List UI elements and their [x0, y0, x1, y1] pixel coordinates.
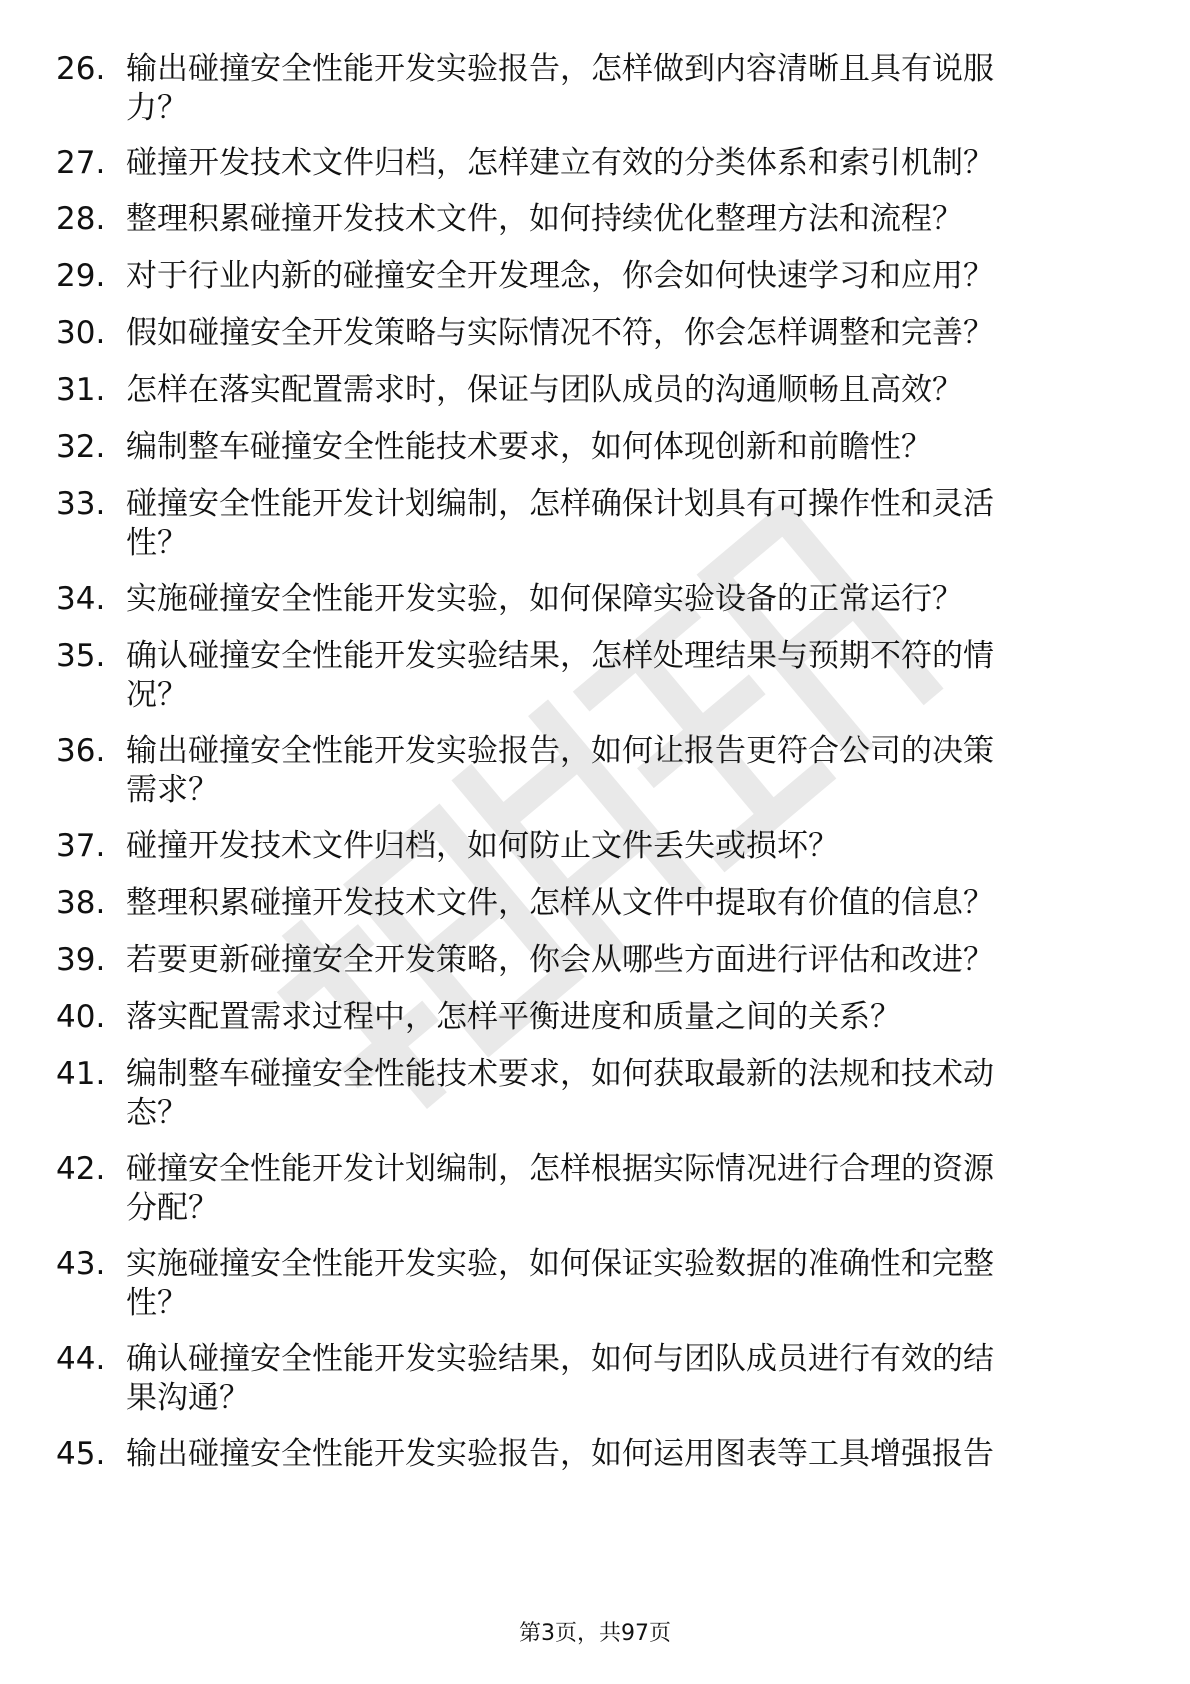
- question-item: [56, 371, 1136, 410]
- question-text: 编制整车碰撞安全性能技术要求，如何体现创新和前瞻性？: [126, 429, 932, 465]
- question-text: 怎样在落实配置需求时，保证与团队成员的沟通顺畅且高效？: [126, 372, 963, 408]
- question-text: 确认碰撞安全性能开发实验结果，如何与团队成员进行有效的结 果沟通？: [126, 1341, 994, 1416]
- question-number: 38.: [56, 885, 106, 921]
- question-number: 36.: [56, 733, 106, 769]
- question-item: [56, 884, 1136, 923]
- question-text: 编制整车碰撞安全性能技术要求，如何获取最新的法规和技术动 态？: [126, 1056, 994, 1131]
- question-item: [56, 144, 1136, 183]
- question-text: 碰撞开发技术文件归档，如何防止文件丢失或损坏？: [126, 828, 839, 864]
- question-item: [56, 827, 1136, 866]
- question-number: 29.: [56, 258, 106, 294]
- question-item: [56, 200, 1136, 239]
- question-number: 40.: [56, 999, 106, 1035]
- question-text: 输出碰撞安全性能开发实验报告，如何运用图表等工具增强报告: [126, 1436, 994, 1472]
- question-item: [56, 941, 1136, 980]
- question-item: [56, 732, 1136, 810]
- question-item: [56, 580, 1136, 619]
- question-item: [56, 1340, 1136, 1418]
- question-item: [56, 1435, 1136, 1474]
- question-number: 31.: [56, 372, 106, 408]
- question-number: 35.: [56, 638, 106, 674]
- question-text: 输出碰撞安全性能开发实验报告，如何让报告更符合公司的决策 需求？: [126, 733, 994, 808]
- question-text: 落实配置需求过程中，怎样平衡进度和质量之间的关系？: [126, 999, 901, 1035]
- question-number: 34.: [56, 581, 106, 617]
- question-text: 碰撞安全性能开发计划编制，怎样根据实际情况进行合理的资源 分配？: [126, 1151, 994, 1226]
- question-text: 确认碰撞安全性能开发实验结果，怎样处理结果与预期不符的情 况？: [126, 638, 994, 713]
- question-text: 整理积累碰撞开发技术文件，如何持续优化整理方法和流程？: [126, 201, 963, 237]
- question-number: 27.: [56, 145, 106, 181]
- question-number: 30.: [56, 315, 106, 351]
- question-item: [56, 1245, 1136, 1323]
- question-number: 43.: [56, 1246, 106, 1282]
- question-item: [56, 1055, 1136, 1133]
- question-text: 实施碰撞安全性能开发实验，如何保证实验数据的准确性和完整 性？: [126, 1246, 994, 1321]
- question-text: 若要更新碰撞安全开发策略，你会从哪些方面进行评估和改进？: [126, 942, 994, 978]
- question-item: [56, 637, 1136, 715]
- question-text: 整理积累碰撞开发技术文件，怎样从文件中提取有价值的信息？: [126, 885, 994, 921]
- question-item: [56, 257, 1136, 296]
- question-item: [56, 314, 1136, 353]
- question-number: 37.: [56, 828, 106, 864]
- question-number: 28.: [56, 201, 106, 237]
- question-item: [56, 485, 1136, 563]
- question-text: 碰撞安全性能开发计划编制，怎样确保计划具有可操作性和灵活 性？: [126, 486, 994, 561]
- question-text: 假如碰撞安全开发策略与实际情况不符，你会怎样调整和完善？: [126, 315, 994, 351]
- question-number: 42.: [56, 1151, 106, 1187]
- question-number: 26.: [56, 51, 106, 87]
- page-number-label: 第3页，共97页: [519, 1621, 671, 1646]
- question-number: 41.: [56, 1056, 106, 1092]
- question-item: [56, 50, 1136, 128]
- question-number: 44.: [56, 1341, 106, 1377]
- page-footer: [0, 1620, 1190, 1648]
- question-item: [56, 1150, 1136, 1228]
- question-number: 39.: [56, 942, 106, 978]
- question-text: 输出碰撞安全性能开发实验报告，怎样做到内容清晰且具有说服 力？: [126, 51, 994, 126]
- question-number: 32.: [56, 429, 106, 465]
- question-number: 33.: [56, 486, 106, 522]
- question-text: 对于行业内新的碰撞安全开发理念，你会如何快速学习和应用？: [126, 258, 994, 294]
- question-item: [56, 998, 1136, 1037]
- question-text: 碰撞开发技术文件归档，怎样建立有效的分类体系和索引机制？: [126, 145, 994, 181]
- question-text: 实施碰撞安全性能开发实验，如何保障实验设备的正常运行？: [126, 581, 963, 617]
- question-item: [56, 428, 1136, 467]
- question-number: 45.: [56, 1436, 106, 1472]
